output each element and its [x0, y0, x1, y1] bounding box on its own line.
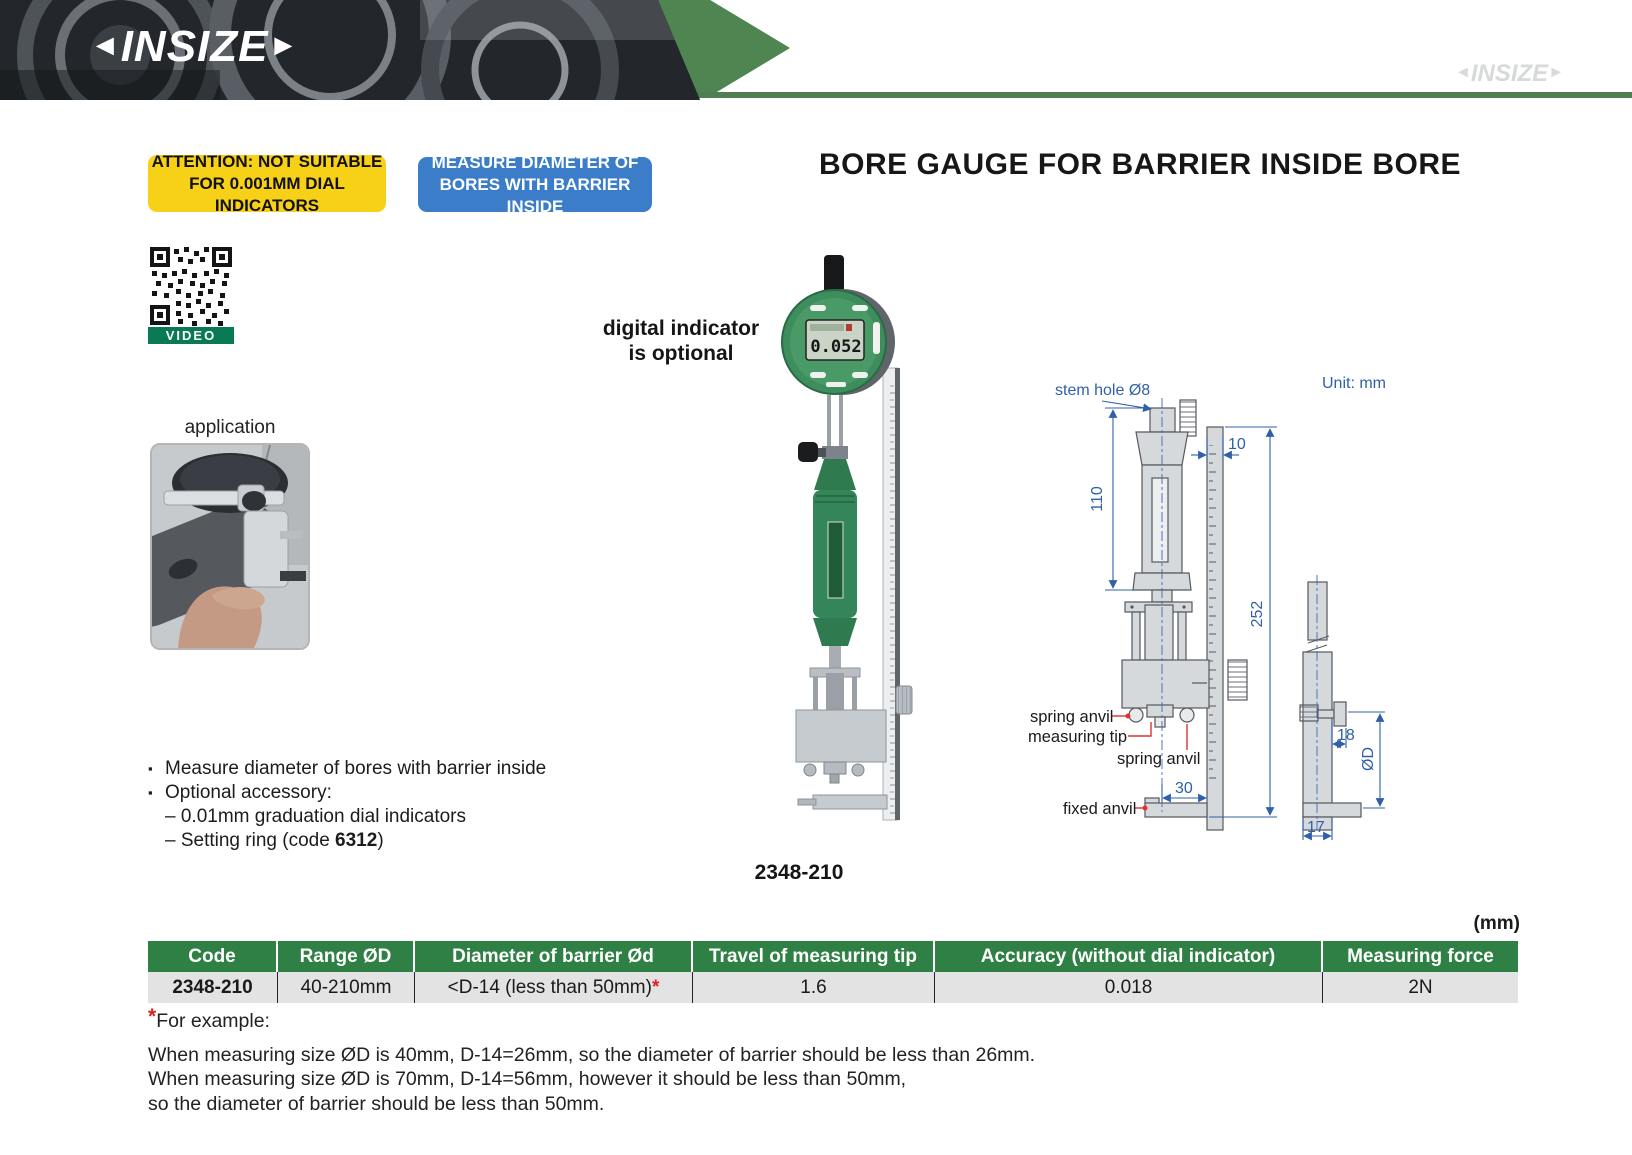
footnote-asterisk: * — [651, 976, 660, 998]
measure-badge-line1: MEASURE DIAMETER OF — [431, 152, 639, 172]
cell-force: 2N — [1323, 972, 1518, 1003]
qr-code-art — [148, 245, 234, 327]
dim-label-stem-hole: stem hole Ø8 — [1055, 382, 1151, 399]
logo-right-arrow-icon: ► — [268, 29, 300, 62]
digital-indicator-note — [586, 316, 776, 366]
dim-label-18: 18 — [1337, 727, 1355, 744]
video-label: VIDEO — [148, 327, 234, 344]
footnote-line2: When measuring size ØD is 70mm, D-14=56mm, however it should be less than 50mm, — [148, 1068, 907, 1090]
watermark-right-arrow-icon: ► — [1548, 64, 1565, 81]
technical-diagram — [985, 360, 1405, 845]
application-photo-art — [152, 445, 308, 648]
cell-barrier: <D-14 (less than 50mm) * — [415, 972, 693, 1003]
dim-label-110: 110 — [1089, 486, 1106, 512]
footnote-intro: For example: — [156, 1010, 270, 1032]
feature-subitem: – 0.01mm graduation dial indicators — [165, 806, 467, 827]
attention-badge-line1: ATTENTION: NOT SUITABLE — [151, 151, 383, 171]
product-image — [770, 250, 940, 825]
footnote-star: * — [148, 1005, 157, 1028]
cell-range: 40-210mm — [278, 972, 415, 1003]
subitem2-prefix: – Setting ring (code — [165, 830, 336, 851]
table-row — [148, 972, 1518, 1003]
subitem2-code: 6312 — [335, 830, 378, 851]
qr-code — [148, 245, 234, 327]
footnote-line1: When measuring size ØD is 40mm, D-14=26mm, so the diameter of barrier should be less than 26mm. — [148, 1043, 1036, 1066]
lcd-value: 0.052 — [810, 337, 862, 357]
application-label: application — [184, 417, 276, 438]
cell-code: 2348-210 — [148, 972, 278, 1003]
attention-badge-line2: FOR 0.001MM DIAL INDICATORS — [189, 173, 345, 215]
feature-item1-text: Measure diameter of bores with barrier inside — [165, 758, 547, 779]
footnote-intro-row — [148, 1005, 1035, 1034]
dim-label-10: 10 — [1228, 436, 1246, 453]
insize-logo — [90, 22, 299, 72]
footnote — [148, 1005, 1035, 1116]
product-code-caption: 2348-210 — [754, 861, 844, 884]
col-header-accuracy: Accuracy (without dial indicator) — [935, 941, 1323, 972]
label-measuring-tip: measuring tip — [1028, 728, 1128, 746]
dim-label-od: ØD — [1360, 747, 1377, 771]
col-header-range: Range ØD — [278, 941, 415, 972]
measure-badge — [418, 152, 652, 216]
attention-badge — [148, 151, 386, 215]
measure-badge-line2: BORES WITH BARRIER INSIDE — [439, 174, 631, 216]
cell-accuracy: 0.018 — [935, 972, 1323, 1003]
watermark-left-arrow-icon: ◄ — [1455, 64, 1471, 81]
spec-table — [148, 941, 1518, 1003]
table-unit-note: (mm) — [1473, 913, 1520, 934]
col-header-barrier: Diameter of barrier Ød — [415, 941, 693, 972]
label-spring-anvil-left: spring anvil — [1030, 708, 1114, 726]
note-line2: is optional — [628, 342, 734, 365]
cell-travel: 1.6 — [693, 972, 935, 1003]
col-header-travel: Travel of measuring tip — [693, 941, 935, 972]
bullet-icon: ▪ — [148, 761, 153, 776]
feature-list — [148, 757, 546, 853]
bullet-icon: ▪ — [148, 785, 153, 800]
label-fixed-anvil: fixed anvil — [1063, 800, 1137, 818]
unit-label: Unit: mm — [1322, 375, 1386, 392]
footnote-line3: so the diameter of barrier should be less than 50mm. — [148, 1092, 605, 1115]
feature-item2-text: Optional accessory: — [165, 782, 332, 803]
logo-left-arrow-icon: ◄ — [90, 29, 121, 62]
feature-item — [148, 781, 546, 805]
dim-label-252: 252 — [1249, 600, 1266, 628]
dim-label-17: 17 — [1307, 819, 1325, 836]
dim-label-30: 30 — [1175, 780, 1193, 797]
subitem2-suffix: ) — [377, 830, 384, 851]
table-header-row — [148, 941, 1518, 972]
insize-watermark — [1455, 60, 1564, 88]
note-line1: digital indicator — [602, 317, 760, 340]
label-spring-anvil-right: spring anvil — [1117, 750, 1201, 768]
feature-item — [148, 757, 546, 781]
col-header-force: Measuring force — [1323, 941, 1518, 972]
page-title: BORE GAUGE FOR BARRIER INSIDE BORE — [818, 148, 1462, 181]
application-photo — [150, 443, 310, 650]
watermark-text: INSIZE — [1470, 60, 1549, 87]
feature-subitem — [148, 829, 546, 853]
logo-text: INSIZE — [120, 22, 269, 71]
col-header-code: Code — [148, 941, 278, 972]
